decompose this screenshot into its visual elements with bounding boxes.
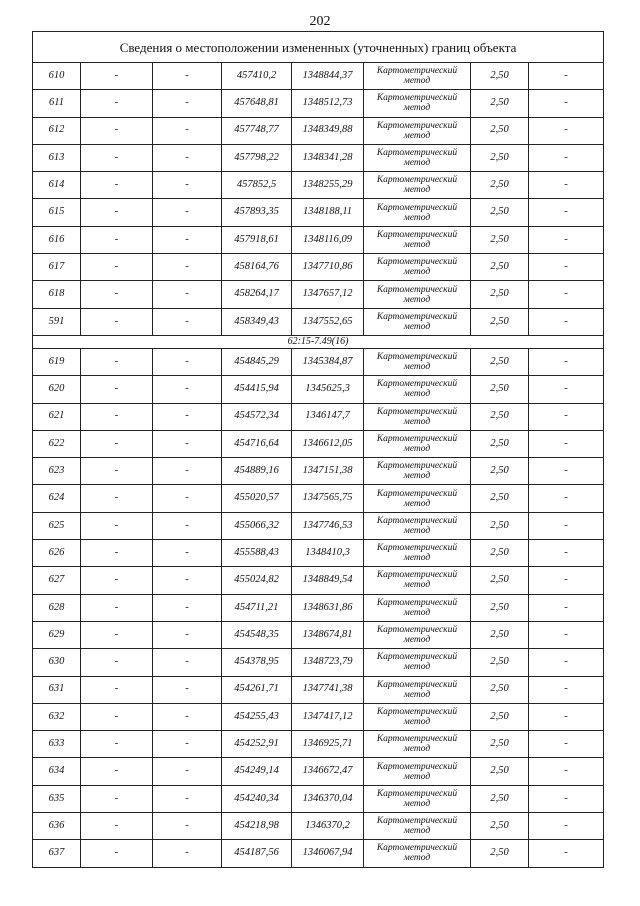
description-cell: -: [529, 63, 604, 90]
description-cell: -: [529, 567, 604, 594]
point-number: 614: [33, 172, 81, 199]
old-y-cell: -: [153, 403, 222, 430]
table-row: [33, 63, 604, 90]
old-x-cell: -: [81, 649, 153, 676]
old-x-cell: -: [81, 758, 153, 785]
old-y-cell: -: [153, 281, 222, 308]
method-cell: Картометрический метод: [364, 63, 471, 90]
table-row: [33, 813, 604, 840]
old-x-cell: -: [81, 703, 153, 730]
point-number: 620: [33, 376, 81, 403]
description-cell: -: [529, 199, 604, 226]
method-cell: Картометрический метод: [364, 813, 471, 840]
new-y-cell: 1348849,54: [292, 567, 364, 594]
method-cell: Картометрический метод: [364, 649, 471, 676]
table-row: [33, 90, 604, 117]
old-x-cell: -: [81, 485, 153, 512]
description-cell: -: [529, 172, 604, 199]
description-cell: -: [529, 281, 604, 308]
description-cell: -: [529, 540, 604, 567]
point-number: 591: [33, 308, 81, 335]
new-y-cell: 1348349,88: [292, 117, 364, 144]
method-cell: Картометрический метод: [364, 540, 471, 567]
point-number: 636: [33, 813, 81, 840]
old-x-cell: -: [81, 226, 153, 253]
accuracy-cell: 2,50: [471, 144, 529, 171]
old-y-cell: -: [153, 63, 222, 90]
point-number: 637: [33, 840, 81, 867]
new-y-cell: 1347741,38: [292, 676, 364, 703]
new-x-cell: 457798,22: [222, 144, 292, 171]
point-number: 621: [33, 403, 81, 430]
old-x-cell: -: [81, 172, 153, 199]
table-row: [33, 485, 604, 512]
point-number: 622: [33, 430, 81, 457]
old-x-cell: -: [81, 540, 153, 567]
new-y-cell: 1346370,2: [292, 813, 364, 840]
accuracy-cell: 2,50: [471, 758, 529, 785]
old-y-cell: -: [153, 348, 222, 375]
old-y-cell: -: [153, 226, 222, 253]
new-x-cell: 455024,82: [222, 567, 292, 594]
table-row: [33, 703, 604, 730]
old-y-cell: -: [153, 621, 222, 648]
description-cell: -: [529, 649, 604, 676]
method-cell: Картометрический метод: [364, 785, 471, 812]
old-x-cell: -: [81, 813, 153, 840]
method-cell: Картометрический метод: [364, 512, 471, 539]
accuracy-cell: 2,50: [471, 458, 529, 485]
method-cell: Картометрический метод: [364, 226, 471, 253]
point-number: 632: [33, 703, 81, 730]
accuracy-cell: 2,50: [471, 403, 529, 430]
description-cell: -: [529, 758, 604, 785]
new-y-cell: 1348631,86: [292, 594, 364, 621]
description-cell: -: [529, 458, 604, 485]
method-cell: Картометрический метод: [364, 117, 471, 144]
accuracy-cell: 2,50: [471, 594, 529, 621]
old-y-cell: -: [153, 758, 222, 785]
accuracy-cell: 2,50: [471, 540, 529, 567]
method-cell: Картометрический метод: [364, 172, 471, 199]
old-x-cell: -: [81, 840, 153, 867]
old-y-cell: -: [153, 594, 222, 621]
new-y-cell: 1346925,71: [292, 731, 364, 758]
old-y-cell: -: [153, 676, 222, 703]
method-cell: Картометрический метод: [364, 281, 471, 308]
accuracy-cell: 2,50: [471, 649, 529, 676]
new-y-cell: 1347565,75: [292, 485, 364, 512]
new-x-cell: 454218,98: [222, 813, 292, 840]
new-y-cell: 1348341,28: [292, 144, 364, 171]
method-cell: Картометрический метод: [364, 567, 471, 594]
table-row: [33, 348, 604, 375]
point-number: 630: [33, 649, 81, 676]
method-cell: Картометрический метод: [364, 199, 471, 226]
old-x-cell: -: [81, 281, 153, 308]
table-row: [33, 403, 604, 430]
old-y-cell: -: [153, 90, 222, 117]
new-x-cell: 454548,35: [222, 621, 292, 648]
point-number: 624: [33, 485, 81, 512]
point-number: 625: [33, 512, 81, 539]
description-cell: -: [529, 254, 604, 281]
method-cell: Картометрический метод: [364, 144, 471, 171]
new-y-cell: 1347746,53: [292, 512, 364, 539]
point-number: 631: [33, 676, 81, 703]
method-cell: Картометрический метод: [364, 840, 471, 867]
section-label: 62:15-7.49(16): [33, 335, 604, 348]
description-cell: -: [529, 731, 604, 758]
old-x-cell: -: [81, 403, 153, 430]
new-x-cell: 454187,56: [222, 840, 292, 867]
new-x-cell: 457918,61: [222, 226, 292, 253]
accuracy-cell: 2,50: [471, 199, 529, 226]
old-y-cell: -: [153, 144, 222, 171]
description-cell: -: [529, 840, 604, 867]
table-row: [33, 731, 604, 758]
accuracy-cell: 2,50: [471, 731, 529, 758]
old-y-cell: -: [153, 254, 222, 281]
point-number: 615: [33, 199, 81, 226]
old-x-cell: -: [81, 731, 153, 758]
table-row: [33, 376, 604, 403]
method-cell: Картометрический метод: [364, 731, 471, 758]
new-y-cell: 1348844,37: [292, 63, 364, 90]
description-cell: -: [529, 117, 604, 144]
description-cell: -: [529, 226, 604, 253]
point-number: 612: [33, 117, 81, 144]
table-row: [33, 226, 604, 253]
point-number: 619: [33, 348, 81, 375]
old-y-cell: -: [153, 458, 222, 485]
accuracy-cell: 2,50: [471, 226, 529, 253]
description-cell: -: [529, 703, 604, 730]
method-cell: Картометрический метод: [364, 90, 471, 117]
table-row: [33, 458, 604, 485]
new-y-cell: 1346612,05: [292, 430, 364, 457]
point-number: 610: [33, 63, 81, 90]
new-x-cell: 454252,91: [222, 731, 292, 758]
point-number: 627: [33, 567, 81, 594]
accuracy-cell: 2,50: [471, 254, 529, 281]
old-x-cell: -: [81, 90, 153, 117]
old-x-cell: -: [81, 458, 153, 485]
accuracy-cell: 2,50: [471, 512, 529, 539]
new-x-cell: 454889,16: [222, 458, 292, 485]
table-row: [33, 540, 604, 567]
new-x-cell: 457852,5: [222, 172, 292, 199]
point-number: 618: [33, 281, 81, 308]
accuracy-cell: 2,50: [471, 567, 529, 594]
method-cell: Картометрический метод: [364, 308, 471, 335]
method-cell: Картометрический метод: [364, 376, 471, 403]
old-y-cell: -: [153, 199, 222, 226]
method-cell: Картометрический метод: [364, 703, 471, 730]
table-row: [33, 512, 604, 539]
new-x-cell: 457893,35: [222, 199, 292, 226]
accuracy-cell: 2,50: [471, 308, 529, 335]
accuracy-cell: 2,50: [471, 430, 529, 457]
new-x-cell: 455588,43: [222, 540, 292, 567]
boundary-coordinates-table: [32, 31, 604, 868]
new-x-cell: 454415,94: [222, 376, 292, 403]
new-y-cell: 1348116,09: [292, 226, 364, 253]
old-x-cell: -: [81, 308, 153, 335]
table-row: [33, 144, 604, 171]
new-y-cell: 1348255,29: [292, 172, 364, 199]
description-cell: -: [529, 676, 604, 703]
old-x-cell: -: [81, 512, 153, 539]
point-number: 635: [33, 785, 81, 812]
old-x-cell: -: [81, 594, 153, 621]
table-row: [33, 758, 604, 785]
point-number: 628: [33, 594, 81, 621]
accuracy-cell: 2,50: [471, 840, 529, 867]
section-row: [33, 335, 604, 348]
old-y-cell: -: [153, 840, 222, 867]
description-cell: -: [529, 813, 604, 840]
new-x-cell: 457410,2: [222, 63, 292, 90]
table-title: Сведения о местоположении измененных (уточненных) границ объекта: [33, 32, 604, 63]
description-cell: -: [529, 90, 604, 117]
old-x-cell: -: [81, 430, 153, 457]
accuracy-cell: 2,50: [471, 117, 529, 144]
new-x-cell: 455020,57: [222, 485, 292, 512]
new-y-cell: 1347417,12: [292, 703, 364, 730]
new-x-cell: 454716,64: [222, 430, 292, 457]
method-cell: Картометрический метод: [364, 430, 471, 457]
description-cell: -: [529, 403, 604, 430]
new-y-cell: 1348674,81: [292, 621, 364, 648]
old-x-cell: -: [81, 567, 153, 594]
description-cell: -: [529, 512, 604, 539]
method-cell: Картометрический метод: [364, 403, 471, 430]
new-x-cell: 457748,77: [222, 117, 292, 144]
table-body: [33, 32, 604, 868]
accuracy-cell: 2,50: [471, 348, 529, 375]
description-cell: -: [529, 785, 604, 812]
method-cell: Картометрический метод: [364, 254, 471, 281]
new-x-cell: 457648,81: [222, 90, 292, 117]
old-y-cell: -: [153, 813, 222, 840]
accuracy-cell: 2,50: [471, 90, 529, 117]
new-y-cell: 1346370,04: [292, 785, 364, 812]
description-cell: -: [529, 144, 604, 171]
old-x-cell: -: [81, 348, 153, 375]
table-row: [33, 199, 604, 226]
new-y-cell: 1346672,47: [292, 758, 364, 785]
description-cell: -: [529, 621, 604, 648]
table-row: [33, 254, 604, 281]
old-y-cell: -: [153, 485, 222, 512]
table-row: [33, 172, 604, 199]
accuracy-cell: 2,50: [471, 376, 529, 403]
old-x-cell: -: [81, 785, 153, 812]
new-y-cell: 1348512,73: [292, 90, 364, 117]
new-y-cell: 1347657,12: [292, 281, 364, 308]
accuracy-cell: 2,50: [471, 172, 529, 199]
accuracy-cell: 2,50: [471, 703, 529, 730]
table-row: [33, 308, 604, 335]
old-y-cell: -: [153, 703, 222, 730]
new-x-cell: 454261,71: [222, 676, 292, 703]
method-cell: Картометрический метод: [364, 758, 471, 785]
old-x-cell: -: [81, 117, 153, 144]
old-x-cell: -: [81, 199, 153, 226]
method-cell: Картометрический метод: [364, 485, 471, 512]
description-cell: -: [529, 430, 604, 457]
old-x-cell: -: [81, 621, 153, 648]
old-y-cell: -: [153, 731, 222, 758]
old-x-cell: -: [81, 63, 153, 90]
new-y-cell: 1347151,38: [292, 458, 364, 485]
accuracy-cell: 2,50: [471, 676, 529, 703]
point-number: 611: [33, 90, 81, 117]
point-number: 634: [33, 758, 81, 785]
accuracy-cell: 2,50: [471, 621, 529, 648]
new-x-cell: 458164,76: [222, 254, 292, 281]
description-cell: -: [529, 485, 604, 512]
table-row: [33, 785, 604, 812]
new-y-cell: 1347710,86: [292, 254, 364, 281]
table-row: [33, 621, 604, 648]
new-y-cell: 1345625,3: [292, 376, 364, 403]
table-row: [33, 594, 604, 621]
table-row: [33, 840, 604, 867]
new-x-cell: 454572,34: [222, 403, 292, 430]
method-cell: Картометрический метод: [364, 594, 471, 621]
description-cell: -: [529, 594, 604, 621]
table-title-row: [33, 32, 604, 63]
table-row: [33, 281, 604, 308]
old-x-cell: -: [81, 144, 153, 171]
new-x-cell: 455066,32: [222, 512, 292, 539]
old-x-cell: -: [81, 676, 153, 703]
accuracy-cell: 2,50: [471, 813, 529, 840]
new-x-cell: 454711,21: [222, 594, 292, 621]
new-x-cell: 454240,34: [222, 785, 292, 812]
accuracy-cell: 2,50: [471, 63, 529, 90]
old-y-cell: -: [153, 308, 222, 335]
table-row: [33, 117, 604, 144]
old-y-cell: -: [153, 785, 222, 812]
new-y-cell: 1348188,11: [292, 199, 364, 226]
old-y-cell: -: [153, 567, 222, 594]
old-y-cell: -: [153, 540, 222, 567]
table-row: [33, 649, 604, 676]
point-number: 616: [33, 226, 81, 253]
method-cell: Картометрический метод: [364, 676, 471, 703]
point-number: 626: [33, 540, 81, 567]
accuracy-cell: 2,50: [471, 281, 529, 308]
new-y-cell: 1347552,65: [292, 308, 364, 335]
accuracy-cell: 2,50: [471, 785, 529, 812]
new-x-cell: 458349,43: [222, 308, 292, 335]
point-number: 629: [33, 621, 81, 648]
new-y-cell: 1345384,87: [292, 348, 364, 375]
new-y-cell: 1348410,3: [292, 540, 364, 567]
old-x-cell: -: [81, 254, 153, 281]
new-x-cell: 454249,14: [222, 758, 292, 785]
table-row: [33, 567, 604, 594]
accuracy-cell: 2,50: [471, 485, 529, 512]
description-cell: -: [529, 348, 604, 375]
old-y-cell: -: [153, 117, 222, 144]
old-y-cell: -: [153, 649, 222, 676]
new-x-cell: 454378,95: [222, 649, 292, 676]
old-y-cell: -: [153, 172, 222, 199]
old-y-cell: -: [153, 430, 222, 457]
method-cell: Картометрический метод: [364, 621, 471, 648]
new-y-cell: 1346067,94: [292, 840, 364, 867]
page-number: 202: [309, 14, 331, 29]
description-cell: -: [529, 308, 604, 335]
new-x-cell: 454255,43: [222, 703, 292, 730]
new-x-cell: 454845,29: [222, 348, 292, 375]
point-number: 633: [33, 731, 81, 758]
method-cell: Картометрический метод: [364, 458, 471, 485]
old-y-cell: -: [153, 512, 222, 539]
point-number: 613: [33, 144, 81, 171]
description-cell: -: [529, 376, 604, 403]
point-number: 617: [33, 254, 81, 281]
method-cell: Картометрический метод: [364, 348, 471, 375]
new-x-cell: 458264,17: [222, 281, 292, 308]
table-row: [33, 676, 604, 703]
old-x-cell: -: [81, 376, 153, 403]
table-row: [33, 430, 604, 457]
new-y-cell: 1348723,79: [292, 649, 364, 676]
point-number: 623: [33, 458, 81, 485]
old-y-cell: -: [153, 376, 222, 403]
new-y-cell: 1346147,7: [292, 403, 364, 430]
